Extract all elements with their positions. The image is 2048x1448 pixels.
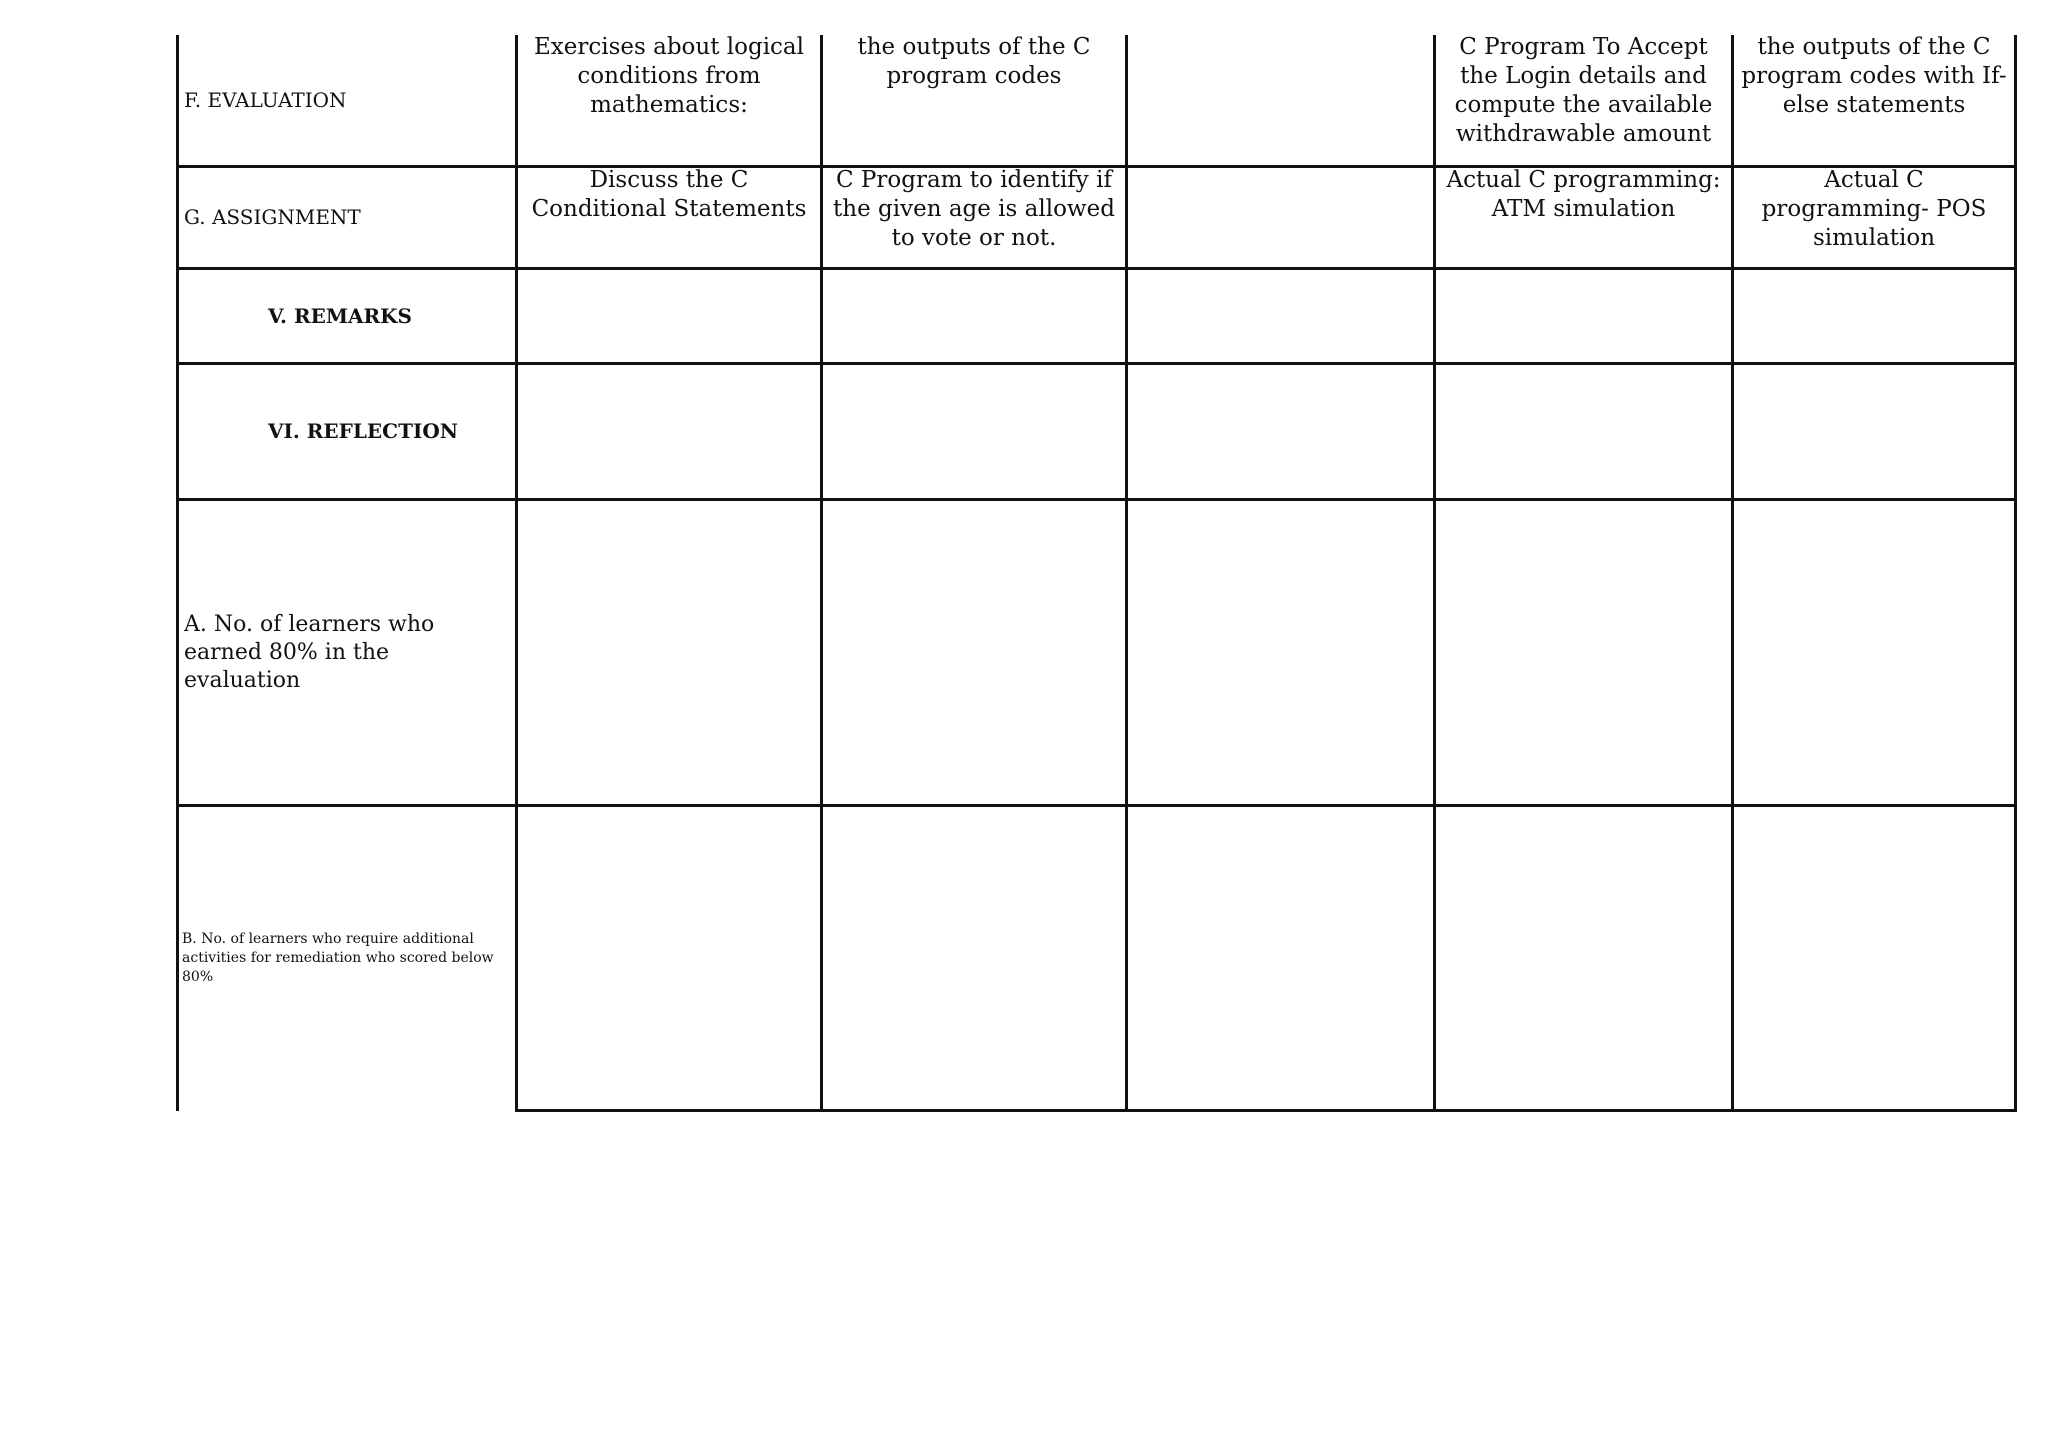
table-cell — [1436, 807, 1731, 1109]
table-border-right — [2014, 35, 2017, 1111]
table-cell: the outputs of the C program codes with If-else statements — [1741, 34, 2007, 118]
table-cell — [1128, 270, 1433, 362]
table-cell: Actual C programming- POS simulation — [1761, 167, 1987, 251]
table-cell — [1128, 501, 1433, 804]
table-cell: Actual C programming: ATM simulation — [1446, 167, 1721, 222]
row-label-learners-earned-80: A. No. of learners who earned 80% in the evaluation — [184, 611, 435, 693]
table-cell — [1128, 807, 1433, 1109]
row-label-evaluation: F. EVALUATION — [184, 87, 347, 112]
table-cell — [823, 807, 1125, 1109]
table-cell — [1436, 501, 1731, 804]
table-cell: Discuss the C Conditional Statements — [531, 167, 807, 222]
row-label-assignment: G. ASSIGNMENT — [184, 205, 361, 229]
row-label-reflection: VI. REFLECTION — [268, 419, 459, 443]
row-label-remarks: V. REMARKS — [268, 303, 412, 328]
table-cell — [1436, 270, 1731, 362]
table-cell — [823, 501, 1125, 804]
table-cell: Exercises about logical conditions from mathematics: — [533, 34, 804, 118]
table-cell — [1436, 365, 1731, 498]
table-cell — [1734, 807, 2014, 1109]
table-border-bottom — [515, 1109, 2017, 1112]
table-cell — [518, 807, 820, 1109]
table-cell — [1128, 365, 1433, 498]
table-cell: C Program to identify if the given age is allowed to vote or not. — [833, 167, 1115, 251]
table-cell — [823, 365, 1125, 498]
table-cell — [518, 365, 820, 498]
table-cell — [1734, 365, 2014, 498]
table-cell: C Program To Accept the Login details and compute the available withdrawable amount — [1454, 34, 1713, 147]
table-cell — [1128, 28, 1433, 165]
row-label-learners-require-remediation: B. No. of learners who require additional activities for remediation who scored below 80% — [182, 930, 494, 985]
table-cell: the outputs of the C program codes — [857, 34, 1091, 89]
table-cell — [1128, 161, 1433, 267]
table-cell — [1734, 270, 2014, 362]
table-cell — [823, 270, 1125, 362]
table-cell — [1734, 501, 2014, 804]
table-cell — [518, 270, 820, 362]
table-cell — [518, 501, 820, 804]
